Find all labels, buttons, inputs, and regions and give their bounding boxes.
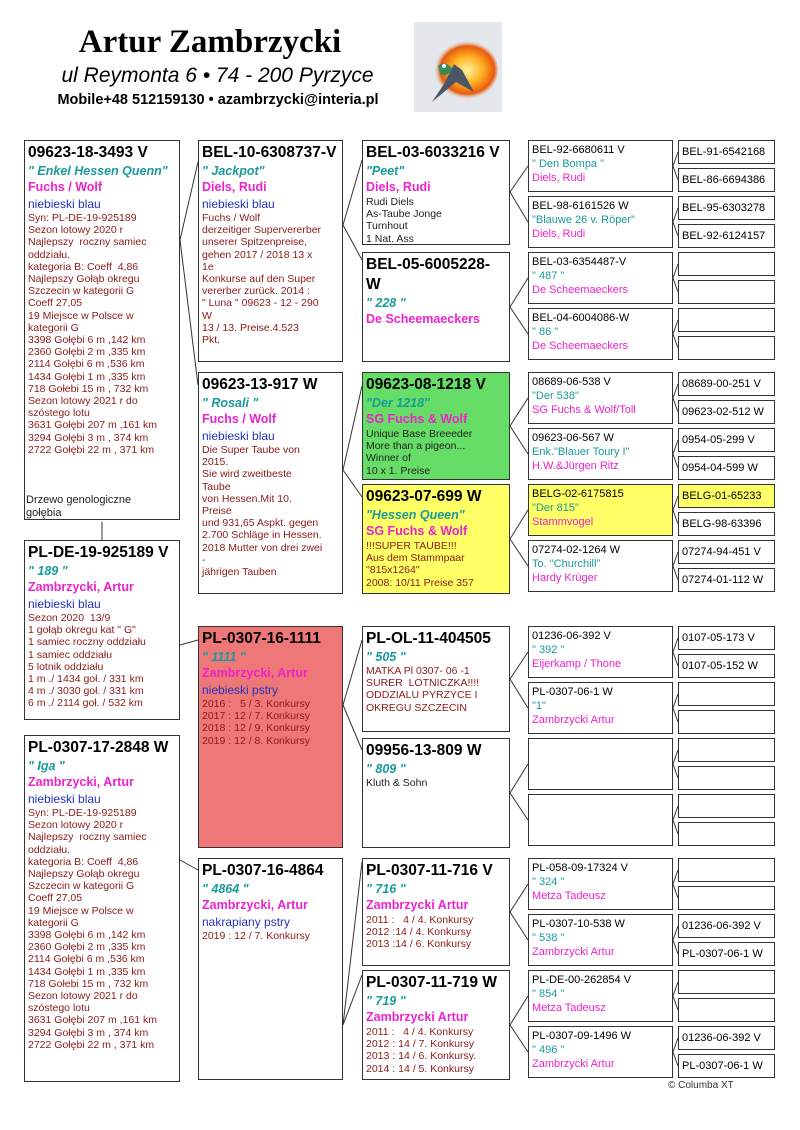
gen4-card (528, 626, 673, 678)
gen3-card (362, 738, 510, 848)
gen5-card (678, 738, 775, 762)
gen5-card: PL-0307-06-1 W (678, 1054, 775, 1078)
subject-name: " Enkel Hessen Quenn" (28, 164, 168, 178)
gen4-owner: SG Fuchs & Wolf/Toll (532, 404, 636, 416)
gen4-card (528, 738, 673, 790)
gen4-card (528, 140, 673, 192)
dam-notes: Syn: PL-DE-19-925189 Sezon lotowy 2020 r Najlepszy roczny samiec oddziału. kategoria B: Coeff 4,86 Najlepszy Gołąb okregu Szczecin w kategorii G Coeff 27,05 19 Miejsce w Polsce w kategorii G 3398 Gołębi 6 m ,142 km 2360 Gołębi 2 m ,335 km 2114 Gołębi 6 m ,536 km 1434 Gołębi 1 m ,335 km 718 Gołebi 15 m , 732 km Sezon lotowy 2021 r do szóstego lotu 3631 Gołębi 207 m ,161 km 3294 Gołębi 3 m , 374 km 2722 Gołębi 22 m , 371 km (28, 807, 157, 1051)
gen4-card (528, 914, 673, 966)
gen2-name: " Jackpot" (202, 164, 265, 178)
gen4-owner: Diels, Rudi (532, 172, 586, 184)
gen4-name: "Blauwe 26 v. Röper" (532, 214, 635, 226)
gen4-owner: De Scheemaeckers (532, 284, 628, 296)
gen5-card: 01236-06-392 V (678, 1026, 775, 1050)
gen2-card (198, 372, 343, 594)
gen4-ring: 08689-06-538 V (532, 376, 611, 388)
gen5-card: 0107-05-173 V (678, 626, 775, 650)
tree-label: Drzewo genologiczne gołębia (26, 494, 132, 519)
gen4-name: " Den Bompa " (532, 158, 605, 170)
gen4-ring: PL-0307-06-1 W (532, 686, 613, 698)
gen4-owner: Metza Tadeusz (532, 1002, 606, 1014)
connector-line (510, 166, 528, 192)
gen4-name: " 538 " (532, 932, 565, 944)
subject-pigeon-card (24, 140, 180, 520)
connector-line (510, 1025, 528, 1052)
gen5-card: 01236-06-392 V (678, 914, 775, 938)
sire-notes: Sezon 2020 13/9 1 gołąb okregu kat " G" 1 samiec roczny oddziału 1 samiec oddziału 5 lotnik oddziału 1 m ./ 1434 goł. / 331 km 4 m ./ 3030 goł. / 331 km 6 m ./ 2114 goł. / 532 km (28, 612, 146, 710)
gen3-ring: 09623-08-1218 V (366, 376, 486, 393)
gen4-card (528, 428, 673, 480)
gen2-owner: Diels, Rudi (202, 180, 267, 194)
sire-card (24, 540, 180, 720)
gen2-notes: 2016 : 5 / 3. Konkursy 2017 : 12 / 7. Konkursy 2018 : 12 / 9. Konkursy 2019 : 12 / 8. Konkursy (202, 698, 310, 747)
gen5-card: 07274-94-451 V (678, 540, 775, 564)
gen2-card (198, 858, 343, 1080)
gen5-card (678, 252, 775, 276)
gen3-ring: PL-0307-11-719 W (366, 974, 497, 991)
gen4-ring: BELG-02-6175815 (532, 488, 624, 500)
dam-name: " Iga " (28, 759, 65, 773)
gen5-card: 0954-05-299 V (678, 428, 775, 452)
gen4-card (528, 682, 673, 734)
gen5-card (678, 970, 775, 994)
dam-ring: PL-0307-17-2848 W (28, 739, 169, 756)
gen3-card-yellow (362, 484, 510, 594)
gen4-name: Enk."Blauer Toury I" (532, 446, 630, 458)
gen5-card: 09623-02-512 W (678, 400, 775, 424)
gen5-card (678, 886, 775, 910)
gen5-card (678, 858, 775, 882)
gen2-ring: 09623-13-917 W (202, 376, 318, 393)
sire-color: niebieski blau (28, 597, 101, 611)
gen5-card (678, 280, 775, 304)
gen5-card (678, 710, 775, 734)
gen2-ring: PL-0307-16-4864 (202, 862, 324, 879)
dam-owner: Zambrzycki, Artur (28, 775, 134, 789)
connector-line (510, 398, 528, 426)
gen5-card: 0107-05-152 W (678, 654, 775, 678)
breeder-contact: Mobile+48 512159130 • azambrzycki@interia.pl (57, 92, 379, 108)
breeder-name: Artur Zambrzycki (78, 24, 342, 60)
gen3-name: " 719 " (366, 994, 406, 1008)
gen3-card (362, 252, 510, 362)
gen4-ring: 07274-02-1264 W (532, 544, 621, 556)
gen4-card (528, 1026, 673, 1078)
gen4-ring: 01236-06-392 V (532, 630, 611, 642)
gen3-owner: Diels, Rudi (366, 180, 431, 194)
gen2-ring: PL-0307-16-1111 (202, 630, 321, 647)
gen4-ring: PL-058-09-17324 V (532, 862, 629, 874)
connector-line (510, 278, 528, 307)
gen3-name: "Hessen Queen" (366, 508, 465, 522)
gen3-ring: BEL-03-6033216 V (366, 144, 500, 161)
dam-card (24, 735, 180, 1082)
gen5-card (678, 766, 775, 790)
gen2-color: niebieski blau (202, 197, 275, 211)
connector-line (510, 793, 528, 820)
gen4-name: To. "Churchill" (532, 558, 601, 570)
gen2-name: " 1111 " (202, 650, 246, 664)
gen2-notes: 2019 : 12 / 7. Konkursy (202, 930, 310, 942)
gen4-name: " 86 " (532, 326, 559, 338)
gen2-owner: Zambrzycki, Artur (202, 898, 308, 912)
gen3-card (362, 858, 510, 966)
gen2-card-highlighted (198, 626, 343, 848)
gen4-card (528, 540, 673, 592)
footer-copyright: © Columba XT (668, 1080, 734, 1091)
connector-line (510, 192, 528, 222)
gen3-card (362, 140, 510, 245)
sire-name: " 189 " (28, 564, 68, 578)
connector-line (510, 652, 528, 679)
subject-notes: Syn: PL-DE-19-925189 Sezon lotowy 2020 r Najlepszy roczny samiec oddziału. kategoria B: Coeff 4,86 Najlepszy Gołąb okregu Szczecin w kategorii G Coeff 27,05 19 Miejsce w Polsce w kategorii G 3398 Gołębi 6 m ,142 km 2360 Gołębi 2 m ,335 km 2114 Gołębi 6 m ,536 km 1434 Gołębi 1 m ,335 km 718 Gołebi 15 m , 732 km Sezon lotowy 2021 r do szóstego lotu 3631 Gołębi 207 m ,161 km 3294 Gołębi 3 m , 374 km 2722 Gołębi 22 m , 371 km (28, 212, 157, 456)
gen4-ring: BEL-04-6004086-W (532, 312, 630, 324)
gen5-card: BELG-98-63396 (678, 512, 775, 536)
gen3-owner: Zambrzycki Artur (366, 898, 469, 912)
gen5-card (678, 308, 775, 332)
gen2-notes: Fuchs / Wolf derzeitiger Supervererber unserer Spitzenpreise, gehen 2017 / 2018 13 x 1e Konkurse auf den Super vererber zurück. 2014 : " Luna " 09623 - 12 - 290 W 13 / 13. Preise.4.523 Pkt. (202, 212, 322, 347)
gen5-card: BEL-86-6694386 (678, 168, 775, 192)
gen3-card (362, 970, 510, 1080)
gen3-owner: SG Fuchs & Wolf (366, 412, 468, 426)
gen2-card (198, 140, 343, 362)
gen3-owner: SG Fuchs & Wolf (366, 524, 468, 538)
gen3-card-green (362, 372, 510, 480)
gen2-notes: Die Super Taube von 2015. Sie wird zweitbeste Taube von Hessen.Mit 10. Preise und 931,65 Aspkt. gegen 2.700 Schläge in Hessen. 2018 Mutter von drei zwei - jährigen Tauben (202, 444, 323, 579)
gen3-ring: BEL-05-6005228- W (366, 256, 491, 293)
gen5-card: 08689-00-251 V (678, 372, 775, 396)
gen4-card (528, 794, 673, 846)
gen3-name: "Der 1218" (366, 396, 430, 410)
gen3-name: " 716 " (366, 882, 406, 896)
gen4-name: " 392 " (532, 644, 565, 656)
gen4-card (528, 196, 673, 248)
dam-color: niebieski blau (28, 792, 101, 806)
gen3-notes: MATKA Pl 0307- 06 -1 SURER LOTNICZKA!!!! ODDZIALU PYRZYCE I OKREGU SZCZECIN (366, 665, 480, 714)
gen3-ring: 09623-07-699 W (366, 488, 482, 505)
gen4-owner: Zambrzycki Artur (532, 1058, 615, 1070)
connector-line (510, 679, 528, 708)
gen4-owner: Hardy Krüger (532, 572, 598, 584)
gen3-notes: Unique Base Breeeder More than a pigeon... Winner of 10 x 1. Preise (366, 428, 473, 477)
gen4-ring: PL-0307-10-538 W (532, 918, 625, 930)
gen4-ring: PL-0307-09-1496 W (532, 1030, 632, 1042)
gen3-name: " 809 " (366, 762, 406, 776)
gen4-owner: H.W.&Jürgen Ritz (532, 460, 619, 472)
gen2-color: nakrapiany pstry (202, 915, 291, 929)
gen4-name: " 487 " (532, 270, 565, 282)
gen5-card: PL-0307-06-1 W (678, 942, 775, 966)
gen3-notes: !!!SUPER TAUBE!!! Aus dem Stammpaar "815x1264" 2008: 10/11 Preise 357 (366, 540, 474, 589)
gen5-card: BEL-91-6542168 (678, 140, 775, 164)
gen4-name: "Der 538" (532, 390, 579, 402)
gen4-ring: 09623-06-567 W (532, 432, 614, 444)
subject-color: niebieski blau (28, 197, 101, 211)
sire-owner: Zambrzycki, Artur (28, 580, 134, 594)
gen3-notes: Kluth & Sohn (366, 777, 428, 789)
gen3-notes: Rudi Diels As-Taube Jonge Turnhout 1 Nat. Ass (366, 196, 442, 245)
gen4-owner: Zambrzycki Artur (532, 714, 615, 726)
gen2-color: niebieski blau (202, 429, 275, 443)
gen3-name: "Peet" (366, 164, 405, 178)
connector-line (510, 307, 528, 334)
gen5-card: 07274-01-112 W (678, 568, 775, 592)
gen3-name: " 505 " (366, 650, 406, 664)
gen3-owner: De Scheemaeckers (366, 312, 480, 326)
gen5-card: BEL-95-6303278 (678, 196, 775, 220)
gen4-owner: Diels, Rudi (532, 228, 586, 240)
gen4-card (528, 970, 673, 1022)
gen2-ring: BEL-10-6308737-V (202, 144, 337, 161)
gen3-owner: Zambrzycki Artur (366, 1010, 469, 1024)
gen4-ring: PL-DE-00-262854 V (532, 974, 632, 986)
gen4-name: "Der 815" (532, 502, 579, 514)
connector-line (510, 764, 528, 793)
gen5-card (678, 682, 775, 706)
gen4-name: " 496 " (532, 1044, 565, 1056)
gen3-ring: PL-0307-11-716 V (366, 862, 493, 879)
gen2-name: " 4864 " (202, 882, 249, 896)
gen5-card (678, 336, 775, 360)
gen4-name: " 324 " (532, 876, 565, 888)
gen2-owner: Zambrzycki, Artur (202, 666, 308, 680)
gen4-ring: BEL-92-6680611 V (532, 144, 625, 156)
gen4-name: "1" (532, 700, 546, 712)
gen3-ring: 09956-13-809 W (366, 742, 482, 759)
sire-ring: PL-DE-19-925189 V (28, 544, 169, 561)
gen4-owner: De Scheemaeckers (532, 340, 628, 352)
gen5-card: BEL-92-6124157 (678, 224, 775, 248)
gen5-card (678, 998, 775, 1022)
gen4-owner: Stammvogel (532, 516, 594, 528)
gen4-card (528, 858, 673, 910)
connector-line (510, 426, 528, 454)
gen5-card: BELG-01-65233 (678, 484, 775, 508)
gen4-owner: Zambrzycki Artur (532, 946, 615, 958)
connector-line (510, 539, 528, 566)
gen4-card (528, 372, 673, 424)
connector-line (510, 510, 528, 539)
gen4-ring: BEL-98-6161526 W (532, 200, 629, 212)
gen3-card (362, 626, 510, 732)
gen4-name: " 854 " (532, 988, 565, 1000)
subject-owner: Fuchs / Wolf (28, 180, 103, 194)
gen5-card (678, 822, 775, 846)
gen2-color: niebieski pstry (202, 683, 279, 697)
gen4-owner: Eijerkamp / Thone (532, 658, 622, 670)
connector-line (510, 996, 528, 1025)
gen3-notes: 2011 : 4 / 4. Konkursy 2012 :14 / 4. Konkursy 2013 :14 / 6. Konkursy (366, 914, 474, 951)
gen2-name: " Rosali " (202, 396, 259, 410)
gen3-ring: PL-OL-11-404505 (366, 630, 491, 647)
gen3-notes: 2011 : 4 / 4. Konkursy 2012 : 14 / 7. Konkursy 2013 : 14 / 6. Konkursy. 2014 : 14 / 5. Konkursy (366, 1026, 477, 1075)
gen5-card: 0954-04-599 W (678, 456, 775, 480)
gen4-card (528, 308, 673, 360)
connector-line (510, 912, 528, 940)
gen2-owner: Fuchs / Wolf (202, 412, 277, 426)
gen4-owner: Metza Tadeusz (532, 890, 606, 902)
connector-line (510, 884, 528, 912)
gen5-card (678, 794, 775, 818)
gen4-card (528, 252, 673, 304)
subject-ring: 09623-18-3493 V (28, 144, 148, 161)
breeder-address: ul Reymonta 6 • 74 - 200 Pyrzyce (61, 64, 374, 87)
gen3-name: " 228 " (366, 296, 406, 310)
gen4-ring: BEL-03-6354487-V (532, 256, 627, 268)
gen4-card (528, 484, 673, 536)
